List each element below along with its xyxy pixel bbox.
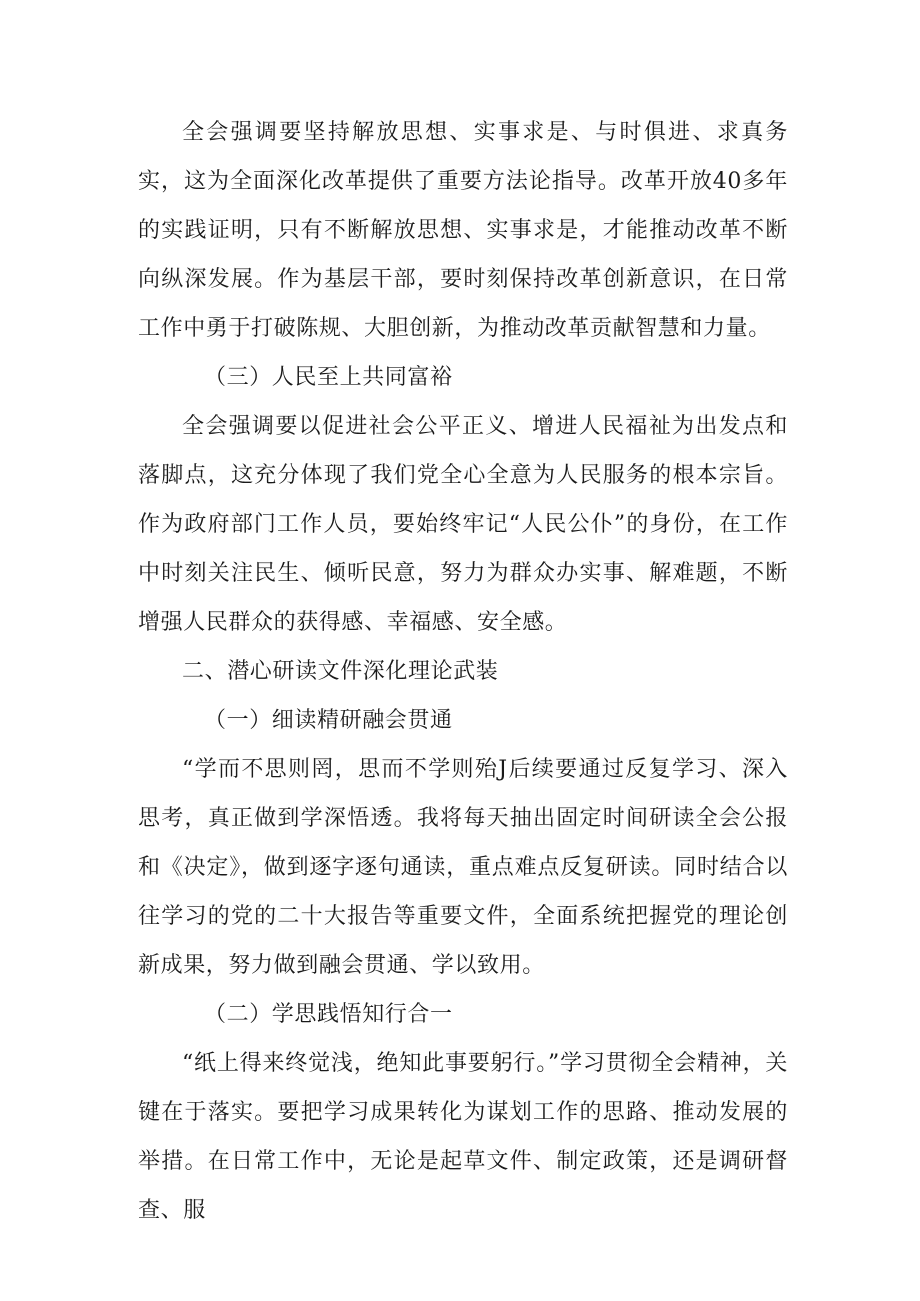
section-heading-careful-reading: （一）细读精研融会贯通 bbox=[204, 708, 453, 733]
paragraph-methodology: 全会强调要坚持解放思想、实事求是、与时俱进、求真务实，这为全面深化改革提供了重要方法论指导。改革开放40多年的实践证明，只有不断解放思想、实事求是，才能推动改革不断向纵深发展。作为基层干部，要时刻保持改革创新意识，在日常工作中勇于打破陈规、大胆创新，为推动改革贡献智慧和力量。 bbox=[138, 120, 788, 341]
paragraph-people-wellbeing: 全会强调要以促进社会公平正义、增进人民福祉为出发点和落脚点，这充分体现了我们党全心全意为人民服务的根本宗旨。作为政府部门工作人员，要始终牢记“人民公仆”的身份，在工作中时刻关注民生、倾听民意，努力为群众办实事、解难题，不断增强人民群众的获得感、幸福感、安全感。 bbox=[138, 414, 788, 635]
paragraph-study-plan: “学而不思则罔，思而不学则殆J后续要通过反复学习、深入思考，真正做到学深悟透。我将每天抽出固定时间研读全会公报和《决定》，做到逐字逐句通读，重点难点反复研读。同时结合以往学习的党的二十大报告等重要文件，全面系统把握党的理论创新成果，努力做到融会贯通、学以致用。 bbox=[138, 757, 788, 978]
section-heading-people-first: （三）人民至上共同富裕 bbox=[204, 365, 453, 390]
chapter-heading-study-documents: 二、潜心研读文件深化理论武装 bbox=[182, 659, 499, 684]
section-heading-knowledge-action: （二）学思践悟知行合一 bbox=[204, 1002, 453, 1027]
document-body bbox=[138, 108, 788, 1235]
paragraph-practice: “纸上得来终觉浅，绝知此事要躬行。”学习贯彻全会精神，关键在于落实。要把学习成果转化为谋划工作的思路、推动发展的举措。在日常工作中，无论是起草文件、制定政策，还是调研督查、服 bbox=[138, 1051, 788, 1223]
